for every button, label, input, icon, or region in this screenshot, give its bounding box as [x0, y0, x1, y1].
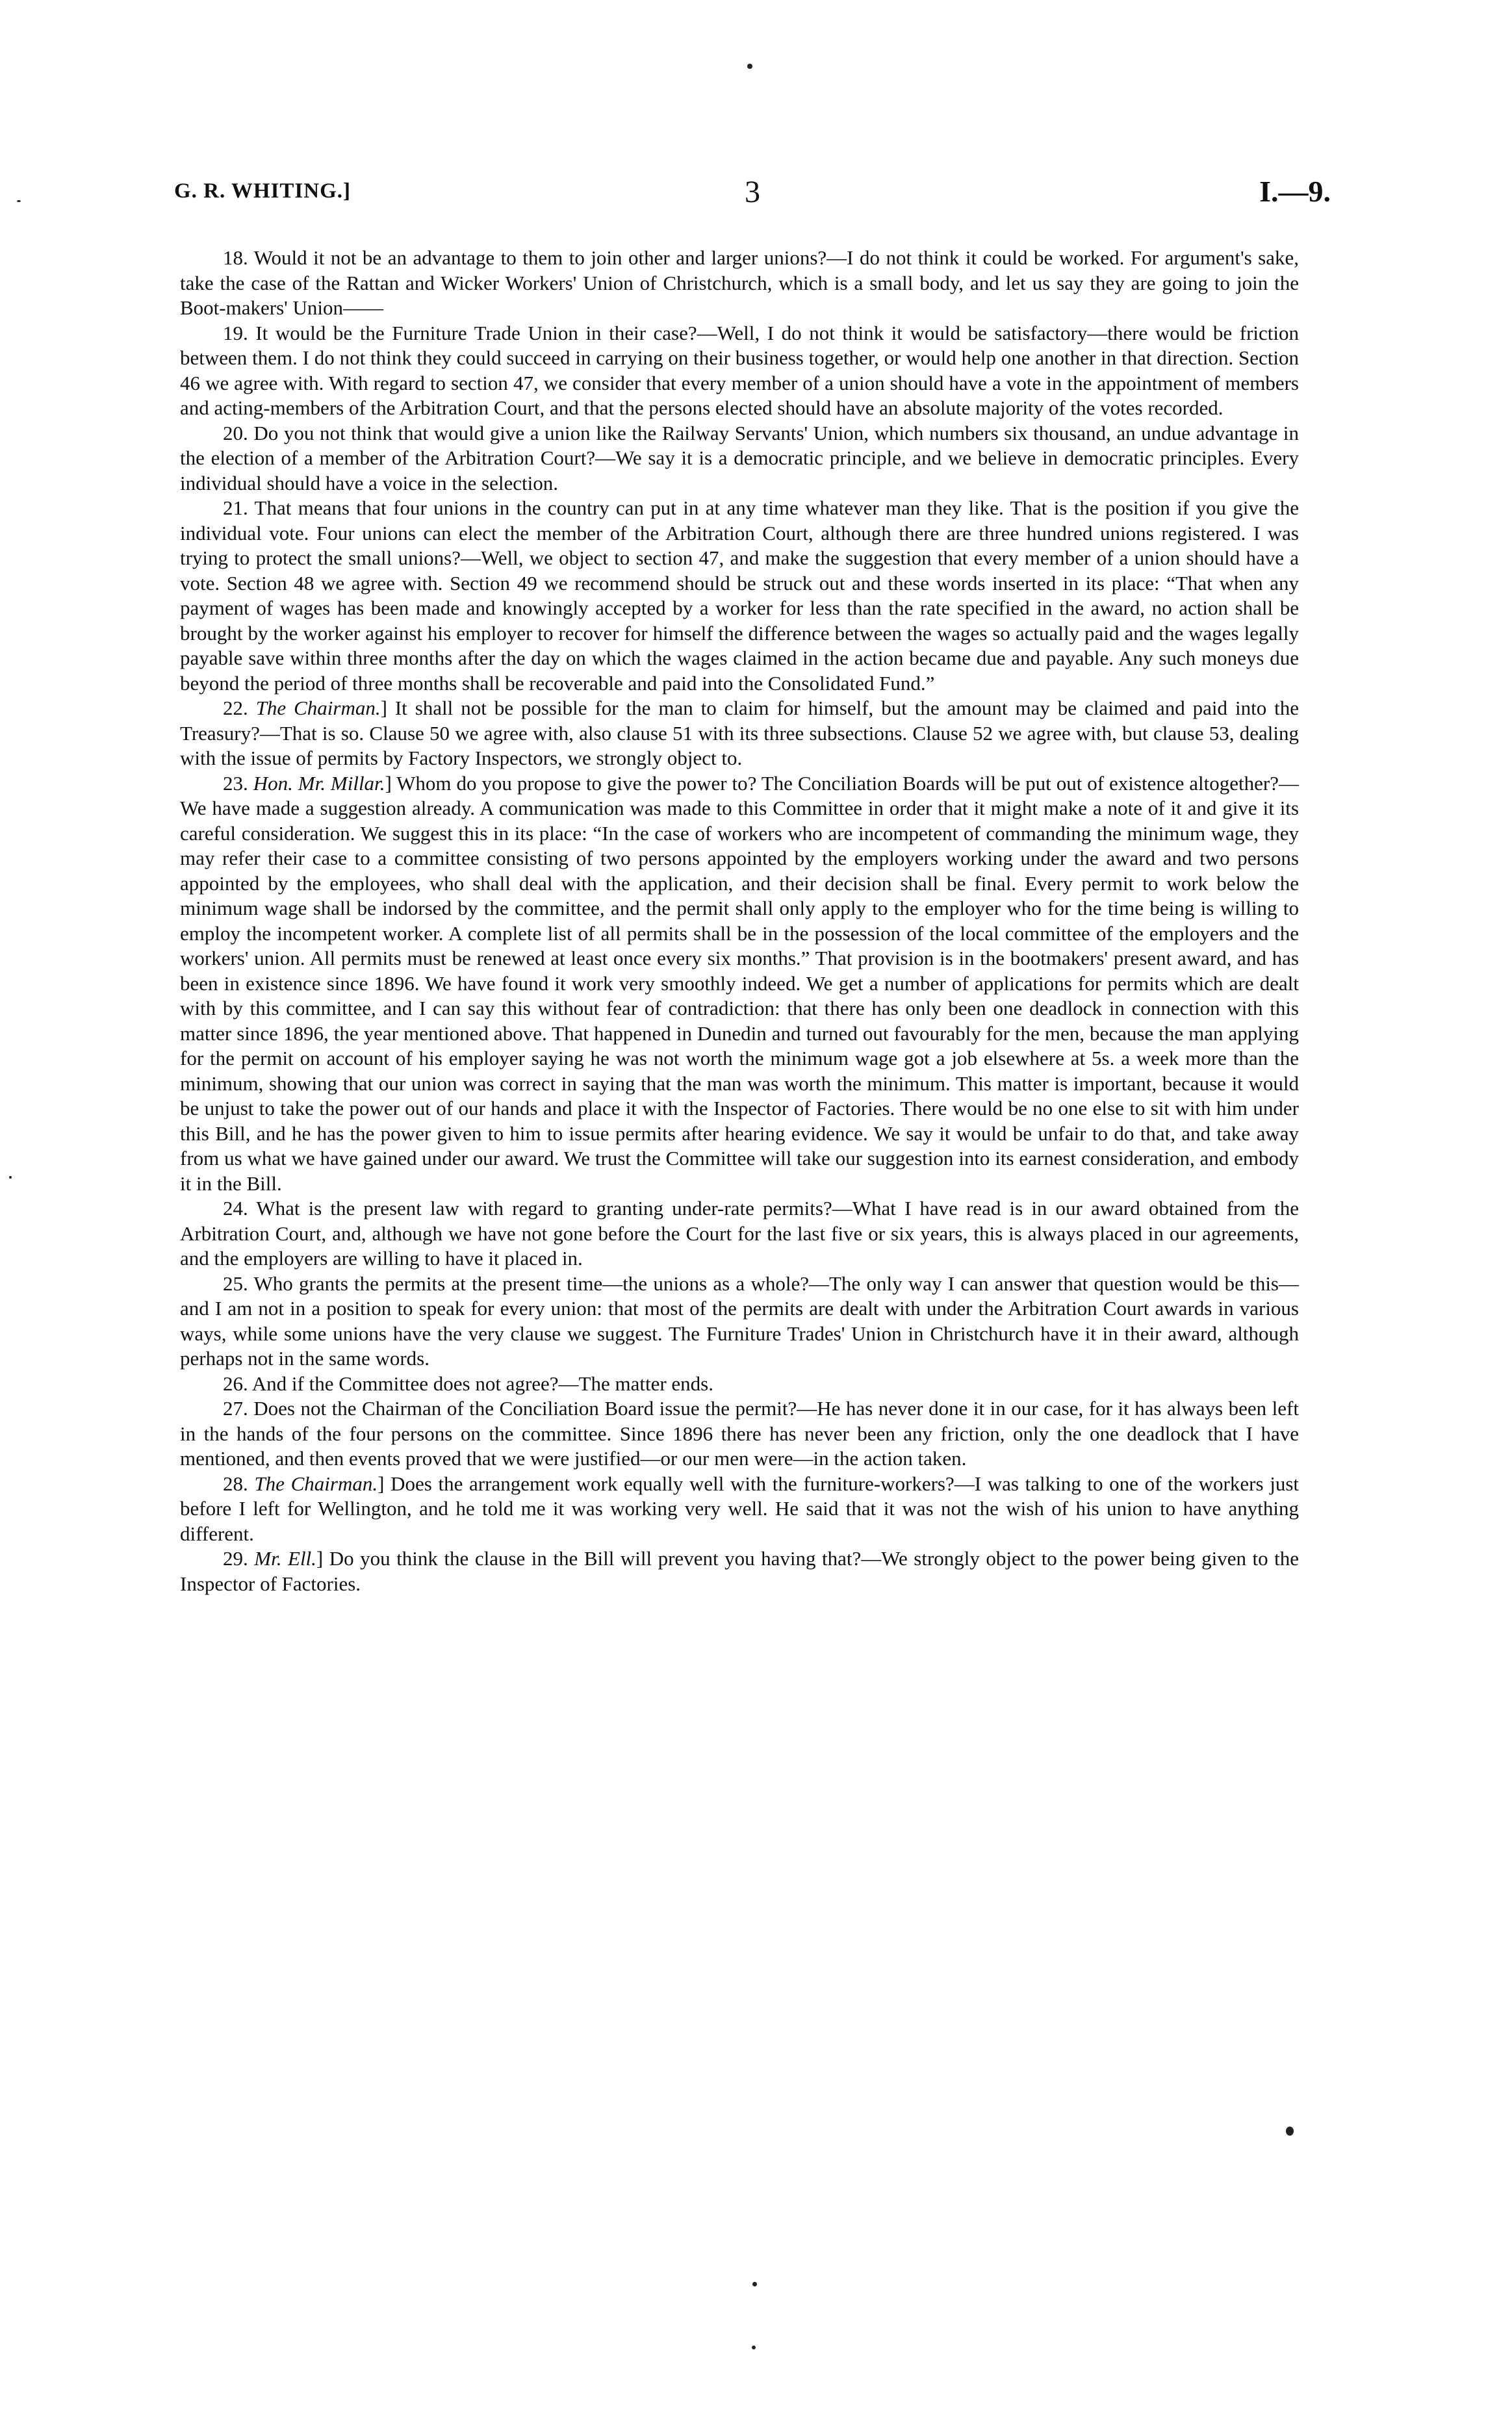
speaker-name: The Chairman. — [255, 697, 381, 719]
paragraph-text: 19. It would be the Furniture Trade Union in their case?—Well, I do not think it would be satisfactory—there would be friction between them. I do not think they could succeed in carrying on their business together, or would help one another in that direction. Section 46 we agree with. With regard to section 47, we consider that every member of a union should have a vote in the appointment of members and acting-members of the Arbitration Court, and that the persons elected should have an absolute majority of the votes recorded. — [180, 321, 1299, 419]
question-number: 28. — [223, 1472, 248, 1495]
scan-speck — [1286, 2127, 1294, 2136]
question-21 — [180, 496, 1299, 696]
question-28 — [180, 1472, 1299, 1547]
paragraph-text: ] Do you think the clause in the Bill will prevent you having that?—We strongly object to the power being given to the Inspector of Factories. — [180, 1547, 1300, 1595]
paragraph-text: 26. And if the Committee does not agree?—The matter ends. — [223, 1372, 713, 1395]
speaker-name: The Chairman. — [254, 1472, 378, 1495]
scan-speck — [747, 64, 752, 69]
question-22 — [180, 696, 1299, 771]
scan-speck — [752, 2346, 756, 2349]
evidence-body — [180, 246, 1299, 1596]
page-number: 3 — [745, 175, 760, 209]
paragraph-text: 20. Do you not think that would give a union like the Railway Servants' Union, which numbers six thousand, an undue advantage in the election of a member of the Arbitration Court?—We say it is a democratic principle, and we believe in democratic principles. Every individual should have a voice in the selection. — [180, 421, 1299, 494]
paper-reference: I.—9. — [1259, 175, 1331, 208]
question-number: 29. — [223, 1547, 248, 1570]
page-header — [174, 174, 1331, 213]
paragraph-text: ] It shall not be possible for the man to claim for himself, but the amount may be claimed and paid into the Treasury?—That is so. Clause 50 we agree with, also clause 51 with its three subsections. Clause 52 we agree with, but clause 53, dealing with the issue of permits by Factory Inspectors, we strongly object to. — [180, 697, 1300, 769]
paragraph-text: 25. Who grants the permits at the present time—the unions as a whole?—The only way I can answer that question would be this—and I am not in a position to speak for every union: that most of the permits are dealt with under the Arbitration Court awards in various ways, while some unions have the very clause we suggest. The Furniture Trades' Union in Christchurch have it in their award, although perhaps not in the same words. — [180, 1272, 1299, 1370]
paragraph-text: ] Does the arrangement work equally well with the furniture-workers?—I was talking to one of the workers just before I left for Wellington, and he told me it was working very well. He said that it was not the wish of his union to have anything different. — [180, 1472, 1299, 1545]
paragraph-text: 24. What is the present law with regard to granting under-rate permits?—What I have read is in our award obtained from the Arbitration Court, and, although we have not gone before the Court for the last five or six years, this is always placed in our agreements, and the employers are willing to have it placed in. — [180, 1197, 1299, 1270]
question-20 — [180, 421, 1299, 496]
question-29 — [180, 1546, 1299, 1596]
question-25 — [180, 1272, 1299, 1372]
question-23 — [180, 771, 1299, 1197]
scan-speck — [752, 2282, 757, 2286]
question-27 — [180, 1396, 1299, 1472]
speaker-name: Hon. Mr. Millar. — [253, 771, 385, 795]
speaker-name: Mr. Ell. — [254, 1547, 316, 1570]
question-26 — [180, 1372, 1299, 1397]
paragraph-text: 21. That means that four unions in the country can put in at any time whatever man they like. That is the position if you give the individual vote. Four unions can elect the member of the Arbitration Court, although there are three hundred unions registered. I was trying to protect the small unions?—Well, we object to section 47, and make the suggestion that every member of a union should have a vote. Section 48 we agree with. Section 49 we recommend should be struck out and these words inserted in its place: “That when any payment of wages has been made and knowingly accepted by a worker for less than the rate specified in the award, no action shall be brought by the worker against his employer to recover for himself the difference between the wages so actually paid and the wages legally payable save within three months after the day on which the wages claimed in the action became due and payable. Any such moneys due beyond the period of three months shall be recoverable and paid into the Consolidated Fund.” — [180, 496, 1299, 695]
paragraph-text: 27. Does not the Chairman of the Conciliation Board issue the permit?—He has never done it in our case, for it has always been left in the hands of the four persons on the committee. Since 1896 there has never been any friction, only the one deadlock that I have mentioned, and then events proved that we were justified—or our men were—in the action taken. — [180, 1397, 1299, 1470]
question-24 — [180, 1196, 1299, 1272]
question-19 — [180, 321, 1299, 421]
scan-speck — [17, 200, 21, 202]
question-number: 23. — [223, 771, 248, 795]
paragraph-text: ] Whom do you propose to give the power to? The Conciliation Boards will be put out of existence altogether?—We have made a suggestion already. A communication was made to this Committee in order that it might make a note of it and give it its careful consideration. We suggest this in its place: “In the case of workers who are incompetent of commanding the minimum wage, they may refer their case to a committee consisting of two persons appointed by the employers working under the award and two persons appointed by the employees, who shall deal with the application, and their decision shall be final. Every permit to work below the minimum wage shall be indorsed by the committee, and the permit shall only apply to the employer who for the time being is willing to employ the incompetent worker. A complete list of all permits shall be in the possession of the local committee of the employers and the workers' union. All permits must be renewed at least once every six months.” That provision is in the bootmakers' present award, and has been in existence since 1896. We have found it work very smoothly indeed. We get a number of applications for permits which are dealt with by this committee, and I can say this without fear of contradiction: that there has only been one deadlock in connection with this matter since 1896, the year mentioned above. That happened in Dunedin and turned out favourably for the men, because the man applying for the permit on account of his employer saying he was not worth the minimum wage got a job elsewhere at 5s. a week more than the minimum, showing that our union was correct in saying that the man was worth the minimum. This matter is important, because it would be unjust to take the power out of our hands and place it with the Inspector of Factories. There would be no one else to sit with him under this Bill, and he has the power given to him to issue permits after hearing evidence. We say it would be unfair to do that, and take away from us what we have gained under our award. We trust the Committee will take our suggestion into its earnest consideration, and embody it in the Bill. — [180, 771, 1299, 1195]
paragraph-text: 18. Would it not be an advantage to them to join other and larger unions?—I do not think it could be worked. For argument's sake, take the case of the Rattan and Wicker Workers' Union of Christchurch, which is a small body, and let us say they are going to join the Boot-makers' Union—— — [180, 246, 1299, 319]
question-18 — [180, 246, 1299, 321]
question-number: 22. — [223, 697, 248, 719]
scan-speck — [9, 1176, 12, 1179]
witness-name: G. R. WHITING.] — [174, 179, 352, 203]
